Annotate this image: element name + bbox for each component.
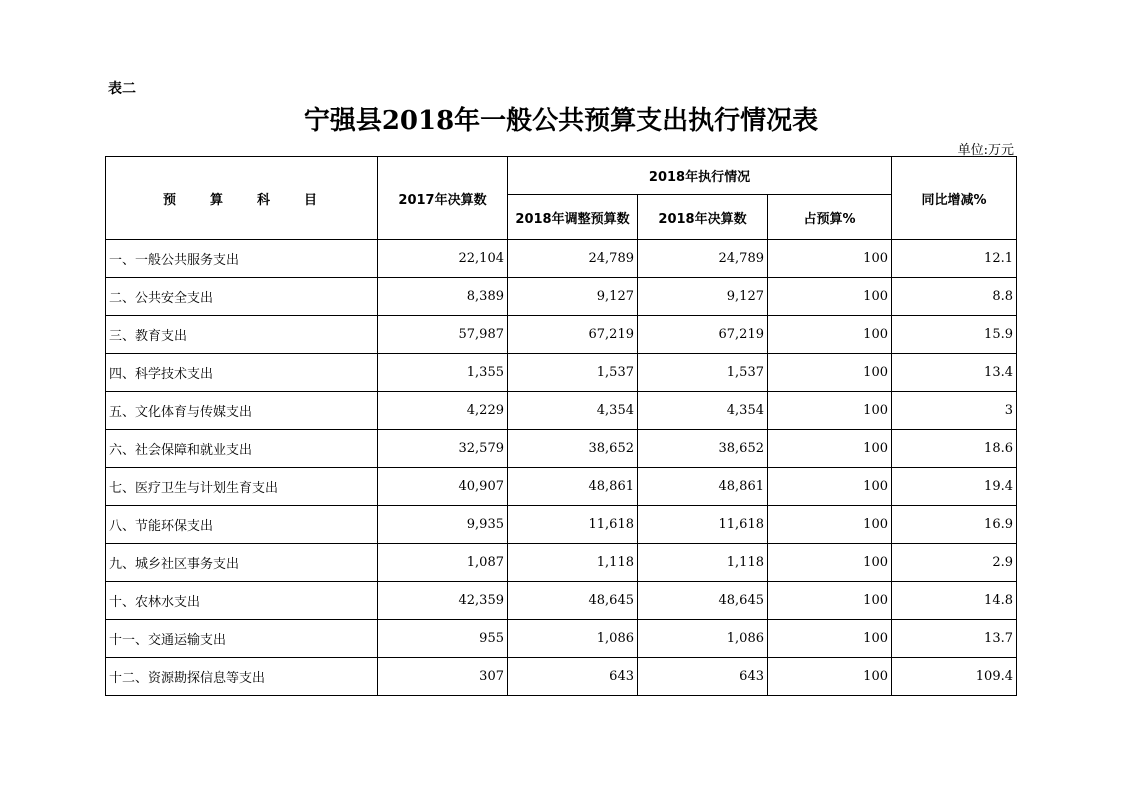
- final-2017-cell: 22,104: [378, 240, 508, 278]
- pct-budget-cell: 100: [768, 506, 892, 544]
- table-row: [106, 544, 1017, 582]
- header-pct-budget: 占预算%: [768, 195, 892, 240]
- table-row: [106, 468, 1017, 506]
- final-2017-cell: 4,229: [378, 392, 508, 430]
- pct-budget-cell: 100: [768, 620, 892, 658]
- pct-budget-cell: 100: [768, 392, 892, 430]
- table-row: [106, 392, 1017, 430]
- subject-cell: 四、科学技术支出: [106, 354, 378, 392]
- yoy-cell: 109.4: [892, 658, 1017, 696]
- pct-budget-cell: 100: [768, 240, 892, 278]
- yoy-cell: 16.9: [892, 506, 1017, 544]
- table-body: [106, 240, 1017, 696]
- table-row: [106, 658, 1017, 696]
- subject-cell: 五、文化体育与传媒支出: [106, 392, 378, 430]
- table-row: [106, 354, 1017, 392]
- budget-table: [105, 156, 1017, 696]
- pct-budget-cell: 100: [768, 582, 892, 620]
- pct-budget-cell: 100: [768, 278, 892, 316]
- final-2018-cell: 1,537: [638, 354, 768, 392]
- final-2018-cell: 48,861: [638, 468, 768, 506]
- subject-cell: 十一、交通运输支出: [106, 620, 378, 658]
- final-2018-cell: 24,789: [638, 240, 768, 278]
- pct-budget-cell: 100: [768, 316, 892, 354]
- subject-cell: 八、节能环保支出: [106, 506, 378, 544]
- final-2018-cell: 38,652: [638, 430, 768, 468]
- subject-cell: 十二、资源勘探信息等支出: [106, 658, 378, 696]
- adjusted-2018-cell: 48,861: [508, 468, 638, 506]
- yoy-cell: 14.8: [892, 582, 1017, 620]
- subject-cell: 十、农林水支出: [106, 582, 378, 620]
- subject-cell: 七、医疗卫生与计划生育支出: [106, 468, 378, 506]
- yoy-cell: 19.4: [892, 468, 1017, 506]
- subject-cell: 六、社会保障和就业支出: [106, 430, 378, 468]
- yoy-cell: 8.8: [892, 278, 1017, 316]
- pct-budget-cell: 100: [768, 468, 892, 506]
- header-final-2018: 2018年决算数: [638, 195, 768, 240]
- header-adjusted-2018: 2018年调整预算数: [508, 195, 638, 240]
- final-2017-cell: 307: [378, 658, 508, 696]
- adjusted-2018-cell: 4,354: [508, 392, 638, 430]
- header-yoy: 同比增减%: [892, 157, 1017, 240]
- final-2017-cell: 1,355: [378, 354, 508, 392]
- subject-cell: 二、公共安全支出: [106, 278, 378, 316]
- yoy-cell: 12.1: [892, 240, 1017, 278]
- final-2018-cell: 4,354: [638, 392, 768, 430]
- subject-cell: 九、城乡社区事务支出: [106, 544, 378, 582]
- header-subject: 预算科目: [106, 157, 378, 240]
- adjusted-2018-cell: 67,219: [508, 316, 638, 354]
- table-row: [106, 506, 1017, 544]
- header-final-2017: 2017年决算数: [378, 157, 508, 240]
- final-2017-cell: 40,907: [378, 468, 508, 506]
- pct-budget-cell: 100: [768, 544, 892, 582]
- table-row: [106, 582, 1017, 620]
- page-title: 宁强县2018年一般公共预算支出执行情况表: [303, 106, 819, 136]
- final-2017-cell: 9,935: [378, 506, 508, 544]
- final-2018-cell: 643: [638, 658, 768, 696]
- final-2018-cell: 1,086: [638, 620, 768, 658]
- yoy-cell: 2.9: [892, 544, 1017, 582]
- adjusted-2018-cell: 11,618: [508, 506, 638, 544]
- unit-label: 单位:万元: [957, 143, 1014, 158]
- pct-budget-cell: 100: [768, 430, 892, 468]
- adjusted-2018-cell: 24,789: [508, 240, 638, 278]
- final-2017-cell: 955: [378, 620, 508, 658]
- adjusted-2018-cell: 48,645: [508, 582, 638, 620]
- adjusted-2018-cell: 643: [508, 658, 638, 696]
- final-2018-cell: 48,645: [638, 582, 768, 620]
- yoy-cell: 13.4: [892, 354, 1017, 392]
- header-exec-2018: 2018年执行情况: [508, 157, 892, 195]
- yoy-cell: 15.9: [892, 316, 1017, 354]
- subject-cell: 一、一般公共服务支出: [106, 240, 378, 278]
- yoy-cell: 13.7: [892, 620, 1017, 658]
- table-row: [106, 620, 1017, 658]
- final-2017-cell: 8,389: [378, 278, 508, 316]
- table-row: [106, 240, 1017, 278]
- pct-budget-cell: 100: [768, 354, 892, 392]
- yoy-cell: 3: [892, 392, 1017, 430]
- final-2018-cell: 67,219: [638, 316, 768, 354]
- adjusted-2018-cell: 9,127: [508, 278, 638, 316]
- adjusted-2018-cell: 38,652: [508, 430, 638, 468]
- table-row: [106, 278, 1017, 316]
- pct-budget-cell: 100: [768, 658, 892, 696]
- table-header: [106, 157, 1017, 240]
- final-2017-cell: 42,359: [378, 582, 508, 620]
- table-row: [106, 430, 1017, 468]
- final-2017-cell: 32,579: [378, 430, 508, 468]
- final-2017-cell: 57,987: [378, 316, 508, 354]
- final-2018-cell: 11,618: [638, 506, 768, 544]
- adjusted-2018-cell: 1,086: [508, 620, 638, 658]
- table-row: [106, 316, 1017, 354]
- table-number-label: 表二: [108, 81, 136, 97]
- yoy-cell: 18.6: [892, 430, 1017, 468]
- final-2017-cell: 1,087: [378, 544, 508, 582]
- subject-cell: 三、教育支出: [106, 316, 378, 354]
- adjusted-2018-cell: 1,118: [508, 544, 638, 582]
- final-2018-cell: 1,118: [638, 544, 768, 582]
- final-2018-cell: 9,127: [638, 278, 768, 316]
- adjusted-2018-cell: 1,537: [508, 354, 638, 392]
